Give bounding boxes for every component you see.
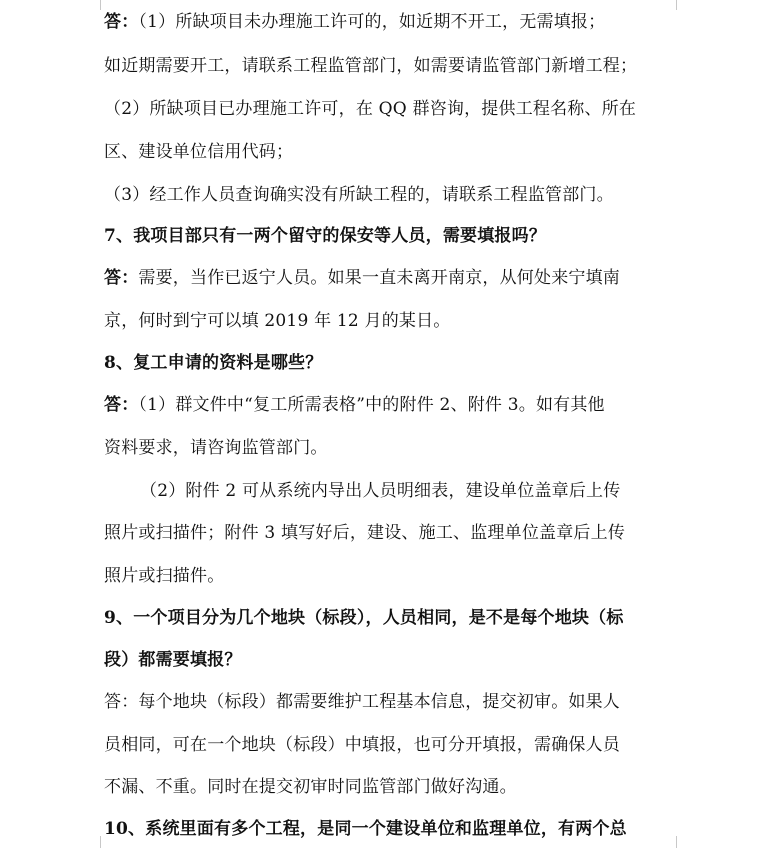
answer-label: 答： — [104, 395, 139, 415]
page-corner-mark — [676, 836, 689, 848]
answer-line: 照片或扫描件；附件 3 填写好后，建设、施工、监理单位盖章后上传 — [104, 523, 626, 543]
answer-text: （1）所缺项目未办理施工许可的，如近期不开工，无需填报； — [138, 12, 606, 32]
answer-line: （2）附件 2 可从系统内导出人员明细表，建设单位盖章后上传 — [140, 481, 621, 501]
answer-text: （1）群文件中“复工所需表格”中的附件 2、附件 3。如有其他 — [138, 395, 605, 415]
answer-line: 答：每个地块（标段）都需要维护工程基本信息，提交初审。如果人 — [104, 692, 620, 712]
answer-line: 如近期需要开工，请联系工程监管部门，如需要请监管部门新增工程； — [104, 56, 638, 76]
answer-line: 不漏、不重。同时在提交初审时同监管部门做好沟通。 — [104, 777, 517, 797]
page-corner-mark — [88, 836, 101, 848]
answer-line — [104, 10, 605, 34]
question-heading: 8、复工申请的资料是哪些？ — [104, 353, 323, 373]
question-heading: 10、系统里面有多个工程，是同一个建设单位和监理单位，有两个总 — [104, 819, 627, 839]
question-heading: 段）都需要填报？ — [104, 650, 242, 670]
answer-line: 资料要求，请咨询监管部门。 — [104, 438, 328, 458]
answer-line: 区、建设单位信用代码； — [104, 142, 294, 162]
answer-line: （3）经工作人员查询确实没有所缺工程的，请联系工程监管部门。 — [104, 185, 614, 205]
answer-label: 答： — [104, 268, 139, 288]
answer-line: 照片或扫描件。 — [104, 566, 225, 586]
answer-line: （2）所缺项目已办理施工许可，在 QQ 群咨询，提供工程名称、所在 — [104, 99, 637, 119]
answer-line — [104, 266, 620, 290]
answer-line: 员相同，可在一个地块（标段）中填报，也可分开填报，需确保人员 — [104, 735, 620, 755]
question-heading: 7、我项目部只有一两个留守的保安等人员，需要填报吗？ — [104, 226, 547, 246]
page-corner-mark — [676, 0, 689, 10]
question-heading: 9、一个项目分为几个地块（标段），人员相同，是不是每个地块（标 — [104, 608, 624, 628]
answer-line: 京，何时到宁可以填 2019 年 12 月的某日。 — [104, 311, 451, 331]
answer-line — [104, 393, 605, 417]
answer-label: 答： — [104, 12, 139, 32]
page-corner-mark — [88, 0, 101, 10]
answer-text: 需要，当作已返宁人员。如果一直未离开南京，从何处来宁填南 — [138, 268, 621, 288]
